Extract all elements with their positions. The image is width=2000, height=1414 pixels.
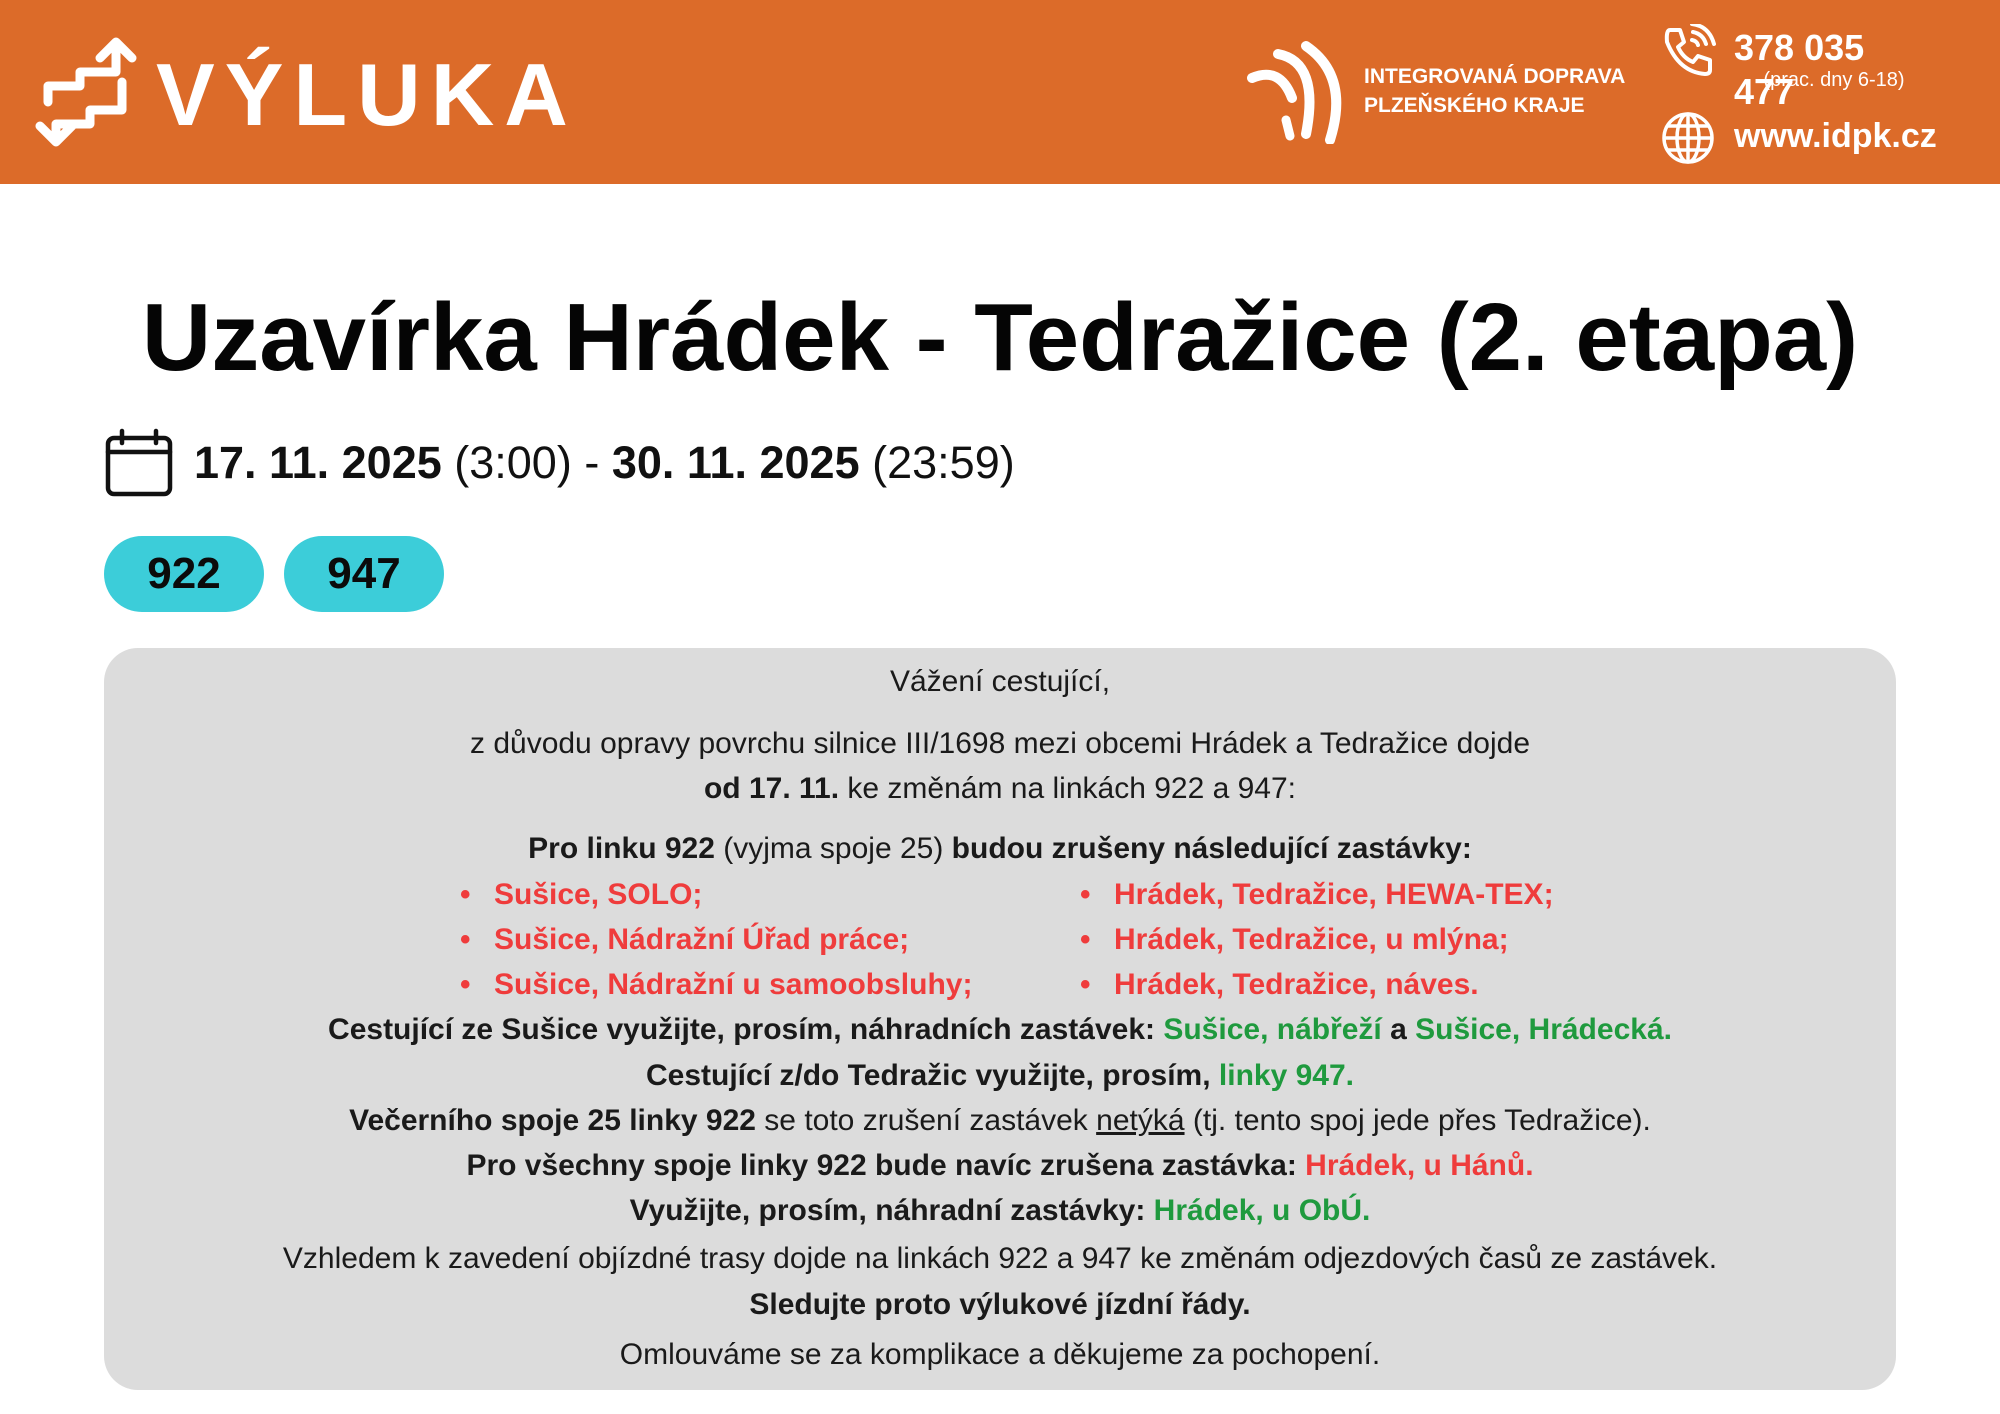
- arrows-detour-icon: [34, 36, 140, 148]
- phone-number[interactable]: 378 035 477: [1734, 27, 1865, 112]
- susice-replacement-text: Cestující ze Sušice využijte, prosím, náhradních zastávek:: [328, 1013, 1164, 1046]
- evening-trip-label: Večerního spoje 25 linky 922: [349, 1104, 756, 1137]
- closure-period: [104, 428, 1015, 498]
- affected-lines: [104, 536, 444, 612]
- cancelled-stop: • Hrádek, Tedražice, u mlýna;: [1080, 917, 1554, 962]
- page-title: Uzavírka Hrádek - Tedražice (2. etapa): [141, 284, 1859, 391]
- line-922-exception: (vyjma spoje 25): [714, 832, 952, 865]
- evening-trip-line: [0, 1101, 2000, 1141]
- date-range: [194, 435, 1015, 491]
- follow-timetables: Sledujte proto výlukové jízdní řády.: [749, 1288, 1251, 1321]
- cancelled-stop: • Hrádek, Tedražice, náves.: [1080, 962, 1554, 1007]
- susice-replacement-line: [0, 1010, 2000, 1050]
- end-date: 30. 11. 2025: [611, 437, 860, 488]
- notice-type-title: VÝLUKA: [156, 45, 578, 144]
- line-922-heading: [0, 829, 2000, 869]
- all-trips-line: [0, 1146, 2000, 1186]
- intro-line-2: [0, 769, 2000, 809]
- line-922-label: Pro linku 922: [528, 832, 715, 865]
- header-bar: [0, 0, 2000, 184]
- evening-trip-note: (tj. tento spoj jede přes Tedražice).: [1184, 1104, 1651, 1137]
- replacement-stop: Hrádek, u ObÚ.: [1153, 1194, 1371, 1227]
- replacement-line-947: linky 947.: [1218, 1059, 1354, 1092]
- conjunction: a: [1381, 1013, 1416, 1046]
- evening-trip-emphasis: netýká: [1096, 1104, 1185, 1137]
- intro-rest: ke změnám na linkách 922 a 947:: [839, 772, 1297, 805]
- all-trips-text: Pro všechny spoje linky 922 bude navíc zrušena zastávka:: [466, 1149, 1306, 1182]
- greeting: Vážení cestující,: [889, 665, 1111, 698]
- idpk-logo-icon: [1246, 40, 1346, 144]
- use-alt-text: Využijte, prosím, náhradní zastávky:: [629, 1194, 1154, 1227]
- intro-line: z důvodu opravy povrchu silnice III/1698 mezi obcemi Hrádek a Tedražice dojde: [469, 727, 1531, 760]
- effective-date: od 17. 11.: [703, 772, 840, 805]
- cancelled-stop: • Hrádek, Tedražice, HEWA-TEX;: [1080, 872, 1554, 917]
- cancelled-stops-heading: budou zrušeny následující zastávky:: [951, 832, 1472, 865]
- use-alt-line: [0, 1191, 2000, 1231]
- tedrazice-text: Cestující z/do Tedražic využijte, prosím,: [645, 1059, 1219, 1092]
- operator-name-line1: INTEGROVANÁ DOPRAVA: [1364, 65, 1626, 88]
- calendar-icon: [104, 428, 174, 498]
- start-date: 17. 11. 2025: [194, 437, 442, 488]
- apology: Omlouváme se za komplikace a děkujeme za pochopení.: [619, 1338, 1381, 1371]
- start-time: (3:00): [454, 437, 572, 488]
- cancelled-stops-left: [460, 872, 972, 1007]
- replacement-stop: Sušice, Hrádecká.: [1415, 1013, 1672, 1046]
- cancelled-stop: • Sušice, Nádražní u samoobsluhy;: [460, 962, 972, 1007]
- line-badge-922: 922: [104, 536, 264, 612]
- line-badge-947: 947: [284, 536, 444, 612]
- globe-icon: [1660, 110, 1716, 166]
- cancelled-stop: Hrádek, u Hánů.: [1305, 1149, 1534, 1182]
- phone-icon: [1660, 24, 1716, 80]
- operator-name-line2: PLZEŇSKÉHO KRAJE: [1364, 94, 1585, 117]
- evening-trip-text: se toto zrušení zastávek: [755, 1104, 1097, 1137]
- phone-hours: (prac. dny 6-18): [1763, 69, 1905, 91]
- cancelled-stops-right: [1080, 872, 1554, 1007]
- replacement-stop: Sušice, nábřeží: [1163, 1013, 1382, 1046]
- detour-info: Vzhledem k zavedení objízdné trasy dojde na linkách 922 a 947 ke změnám odjezdových časů ze zastávek.: [282, 1242, 1718, 1275]
- date-separator: -: [584, 437, 600, 488]
- website-link[interactable]: www.idpk.cz: [1734, 117, 1937, 155]
- end-time: (23:59): [872, 437, 1015, 488]
- cancelled-stop: • Sušice, SOLO;: [460, 872, 972, 917]
- tedrazice-line: [0, 1056, 2000, 1096]
- cancelled-stop: • Sušice, Nádražní Úřad práce;: [460, 917, 972, 962]
- operator-name: [1364, 62, 1625, 120]
